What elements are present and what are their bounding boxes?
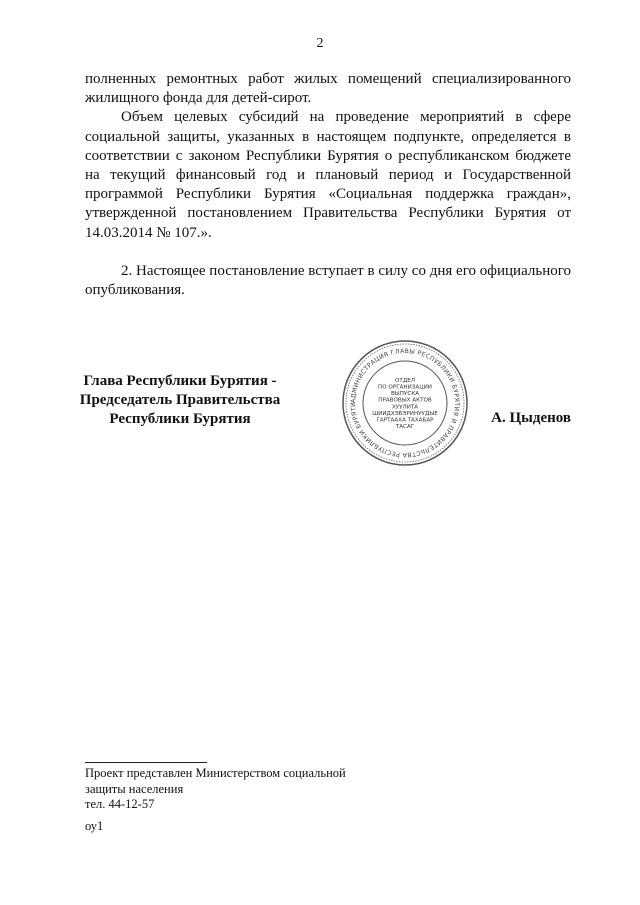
footnote-line: Проект представлен Министерством социальной [85, 766, 346, 780]
signatory-title-line: Глава Республики Бурятия - [83, 373, 277, 389]
signatory-name: А. Цыденов [491, 410, 571, 426]
seal-inner-text: ТАСАГ [395, 424, 415, 431]
seal-inner-text: ПО ОРГАНИЗАЦИИ [378, 384, 432, 391]
paragraph-continuation: полненных ремонтных работ жилых помещений специализированного жилищного фонда для детей-сирот. [85, 71, 571, 107]
document-code: оу1 [85, 819, 104, 833]
seal-inner-text: ГАРТААХА ТАХАБАР [376, 417, 434, 424]
document-body [85, 70, 571, 300]
page-number: 2 [316, 36, 324, 51]
paragraph-effective-date: 2. Настоящее постановление вступает в силу со дня его официального опубликования. [85, 262, 571, 299]
seal-inner-text: ВЫПУСКА [390, 391, 420, 398]
footnote-line: защиты населения [85, 781, 184, 796]
svg-text:АДМИНИСТРАЦИЯ ГЛАВЫ РЕСПУБЛИКИ: АДМИНИСТРАЦИЯ ГЛАВЫ РЕСПУБЛИКИ БУРЯТИЯ И ПРАВИТЕЛЬСТВА РЕСПУБЛИКИ БУРЯТИ [349, 347, 461, 459]
seal-inner-text: ОТДЕЛ [395, 377, 415, 384]
signatory-title-line: Республики Бурятия [109, 411, 251, 427]
footnote-line: тел. 44-12-57 [85, 797, 155, 811]
seal-inner-text: ХУУЛИТА [391, 404, 419, 411]
official-seal-stamp [340, 338, 470, 468]
footnote-divider [85, 762, 207, 763]
footnote [85, 766, 346, 813]
seal-inner-text: ШИИДХЭБЭРИНУУДЫЕ [372, 410, 438, 417]
paragraph-subsidies: Объем целевых субсидий на проведение мероприятий в сфере социальной защиты, указанных в настоящем подпункте, определяется в соответствии с законом Республики Бурятия о республиканском бюджете на текущий финансовый год и плановый период и Государственной программой Республики Бурятия «Социальная поддержка граждан», утвержденной постановлением Правительства Республики Бурятия от 14.03.2014 № 107.». [85, 109, 571, 241]
signatory-title [70, 372, 290, 429]
seal-inner-text: ПРАВОВЫХ АКТОВ [378, 397, 432, 404]
signatory-title-line: Председатель Правительства [79, 392, 281, 408]
